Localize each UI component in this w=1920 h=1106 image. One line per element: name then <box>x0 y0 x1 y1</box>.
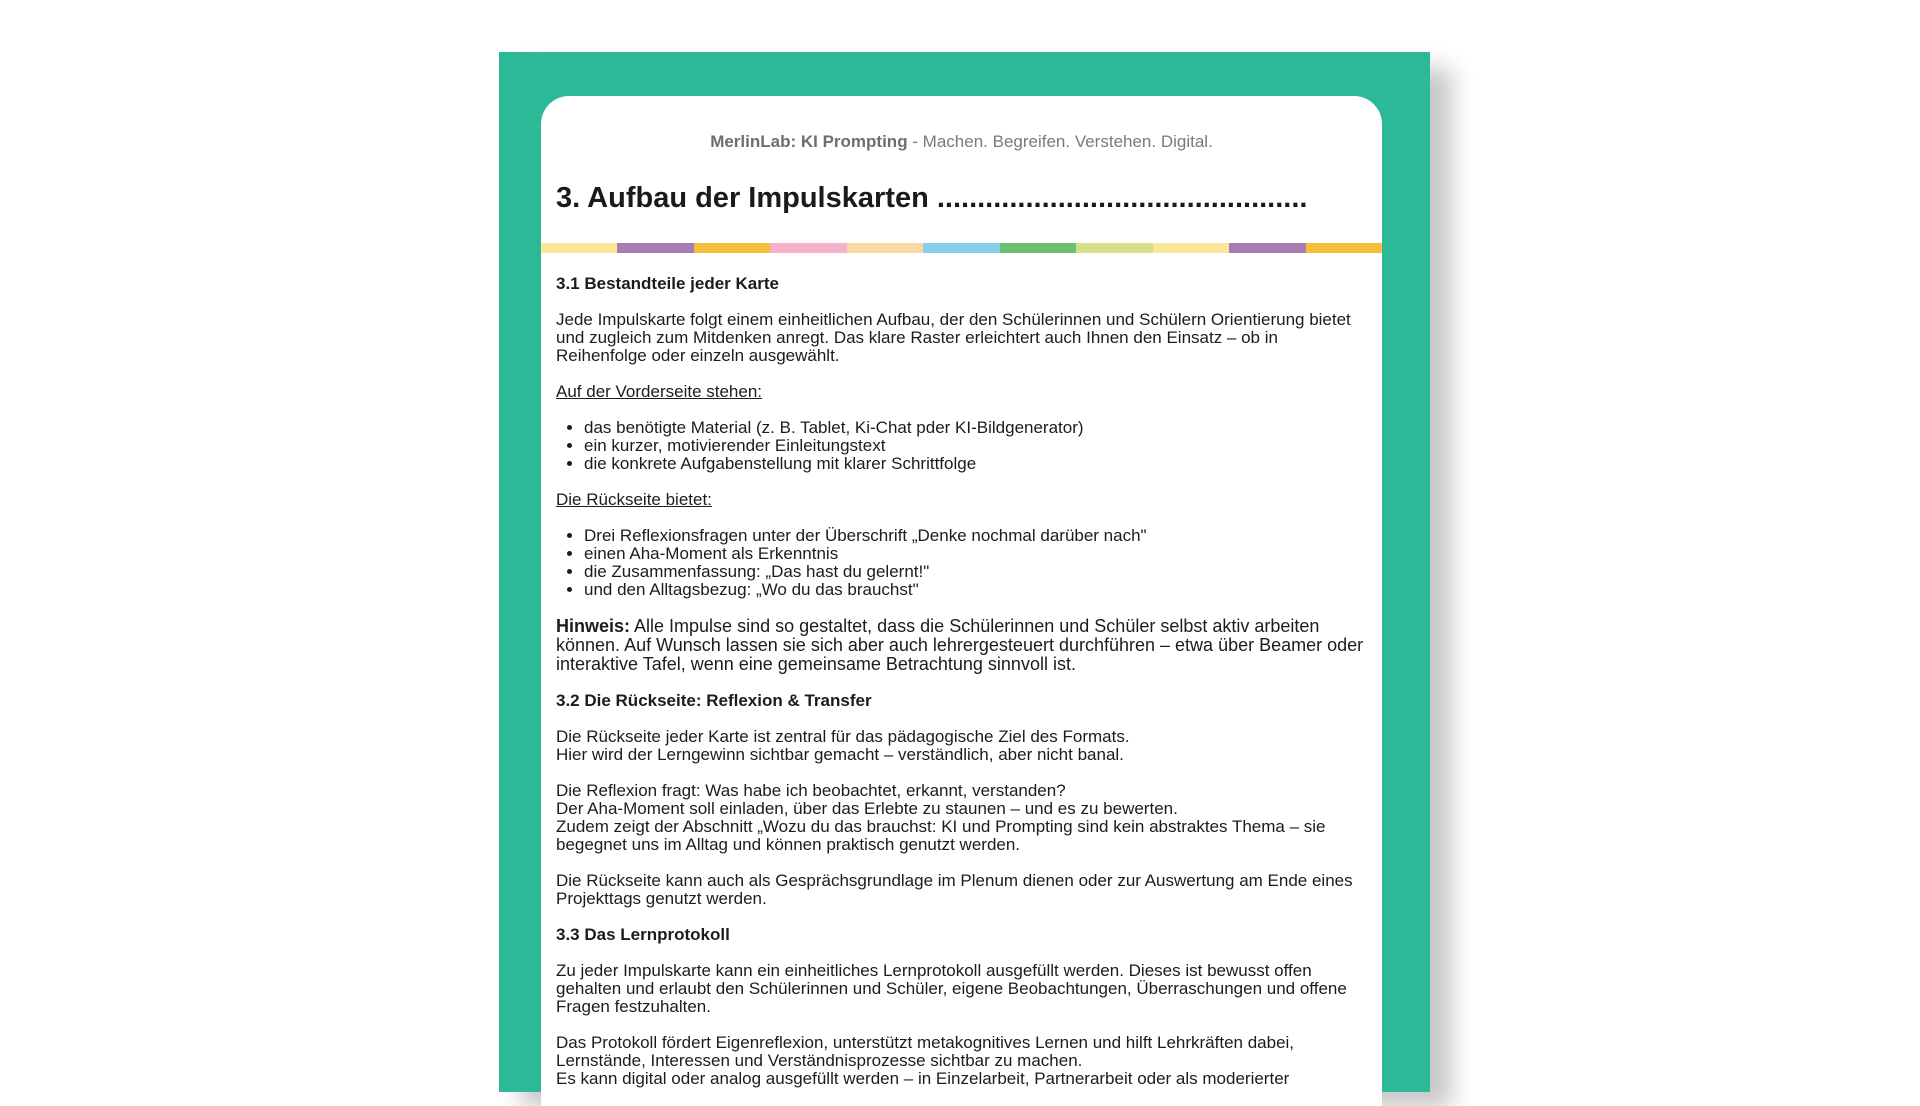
list-item: • Drei Reflexionsfragen unter der Überschrift „Denke nochmal darüber nach" <box>584 527 1367 545</box>
list-item: • und den Alltagsbezug: „Wo du das brauchst" <box>584 581 1367 599</box>
stripe-segment <box>617 243 693 253</box>
list-item: • das benötigte Material (z. B. Tablet, Ki-Chat pder KI-Bildgenerator) <box>584 419 1367 437</box>
stripe-segment <box>1000 243 1076 253</box>
text-line: Zudem zeigt der Abschnitt „Wozu du das brauchst: KI und Prompting sind kein abstraktes Thema – sie begegnet uns im Alltag und können praktisch genutzt werden. <box>556 817 1326 854</box>
section-heading-3-3: 3.3 Das Lernprotokoll <box>556 925 730 944</box>
back-side-label: Die Rückseite bietet: <box>556 490 712 509</box>
stripe-segment <box>923 243 999 253</box>
note-paragraph <box>556 617 1367 674</box>
stripe-segment <box>1229 243 1305 253</box>
brand-tagline: - Machen. Begreifen. Verstehen. Digital. <box>907 132 1213 151</box>
section-intro-paragraph: Jede Impulskarte folgt einem einheitlichen Aufbau, der den Schülerinnen und Schülern Orientierung bietet und zugleich zum Mitdenken anregt. Das klare Raster erleichtert auch Ihnen den Einsatz – ob in Reihenfolge oder einzeln ausgewählt. <box>556 310 1351 365</box>
note-text: Alle Impulse sind so gestaltet, dass die Schülerinnen und Schüler selbst aktiv arbeiten können. Auf Wunsch lassen sie sich aber auch lehrergesteuert durchführen – etwa über Beamer oder interaktive Tafel, wenn eine gemeinsame Betrachtung sinnvoll ist. <box>556 616 1364 674</box>
page-header <box>541 96 1382 156</box>
back-side-list <box>556 527 1367 599</box>
paragraph <box>556 728 1367 764</box>
stripe-segment <box>1076 243 1152 253</box>
text-line: Der Aha-Moment soll einladen, über das Erlebte zu staunen – und es zu bewerten. <box>556 799 1178 818</box>
page-title: 3. Aufbau der Impulskarten .............................................. <box>556 182 1308 214</box>
text-line: Die Rückseite jeder Karte ist zentral für das pädagogische Ziel des Formats. <box>556 727 1130 746</box>
stripe-segment <box>1153 243 1229 253</box>
front-side-label: Auf der Vorderseite stehen: <box>556 382 763 401</box>
section-heading-3-2: 3.2 Die Rückseite: Reflexion & Transfer <box>556 691 872 710</box>
text-line: Hier wird der Lerngewinn sichtbar gemacht – verständlich, aber nicht banal. <box>556 745 1124 764</box>
brand-name: MerlinLab: KI Prompting <box>710 132 908 151</box>
text-line: Das Protokoll fördert Eigenreflexion, unterstützt metakognitives Lernen und hilft Lehrkräften dabei, Lernstände, Interessen und Verständnisprozesse sichtbar zu machen. <box>556 1033 1295 1070</box>
list-item: • einen Aha-Moment als Erkenntnis <box>584 545 1367 563</box>
document-page <box>541 96 1382 1106</box>
text-line: Es kann digital oder analog ausgefüllt werden – in Einzelarbeit, Partnerarbeit oder als moderierter <box>556 1069 1290 1088</box>
list-item: • ein kurzer, motivierender Einleitungstext <box>584 437 1367 455</box>
document-frame <box>499 52 1430 1092</box>
stripe-segment <box>847 243 923 253</box>
list-item: • die konkrete Aufgabenstellung mit klarer Schrittfolge <box>584 455 1367 473</box>
paragraph: Zu jeder Impulskarte kann ein einheitliches Lernprotokoll ausgefüllt werden. Dieses ist bewusst offen gehalten und erlaubt den Schülerinnen und Schüler, eigene Beobachtungen, Überraschungen und offene Fragen festzuhalten. <box>556 961 1347 1016</box>
paragraph <box>556 782 1367 854</box>
front-side-list <box>556 419 1367 473</box>
stripe-segment <box>770 243 846 253</box>
list-item: • die Zusammenfassung: „Das hast du gelernt!" <box>584 563 1367 581</box>
stripe-segment <box>694 243 770 253</box>
document-body <box>541 253 1382 1088</box>
section-heading-3-1: 3.1 Bestandteile jeder Karte <box>556 274 779 293</box>
stripe-segment <box>541 243 617 253</box>
note-label: Hinweis: <box>556 616 631 636</box>
color-stripe <box>541 243 1382 253</box>
stripe-segment <box>1306 243 1382 253</box>
paragraph: Die Rückseite kann auch als Gesprächsgrundlage im Plenum dienen oder zur Auswertung am Ende eines Projekttags genutzt werden. <box>556 871 1353 908</box>
text-line: Die Reflexion fragt: Was habe ich beobachtet, erkannt, verstanden? <box>556 781 1066 800</box>
